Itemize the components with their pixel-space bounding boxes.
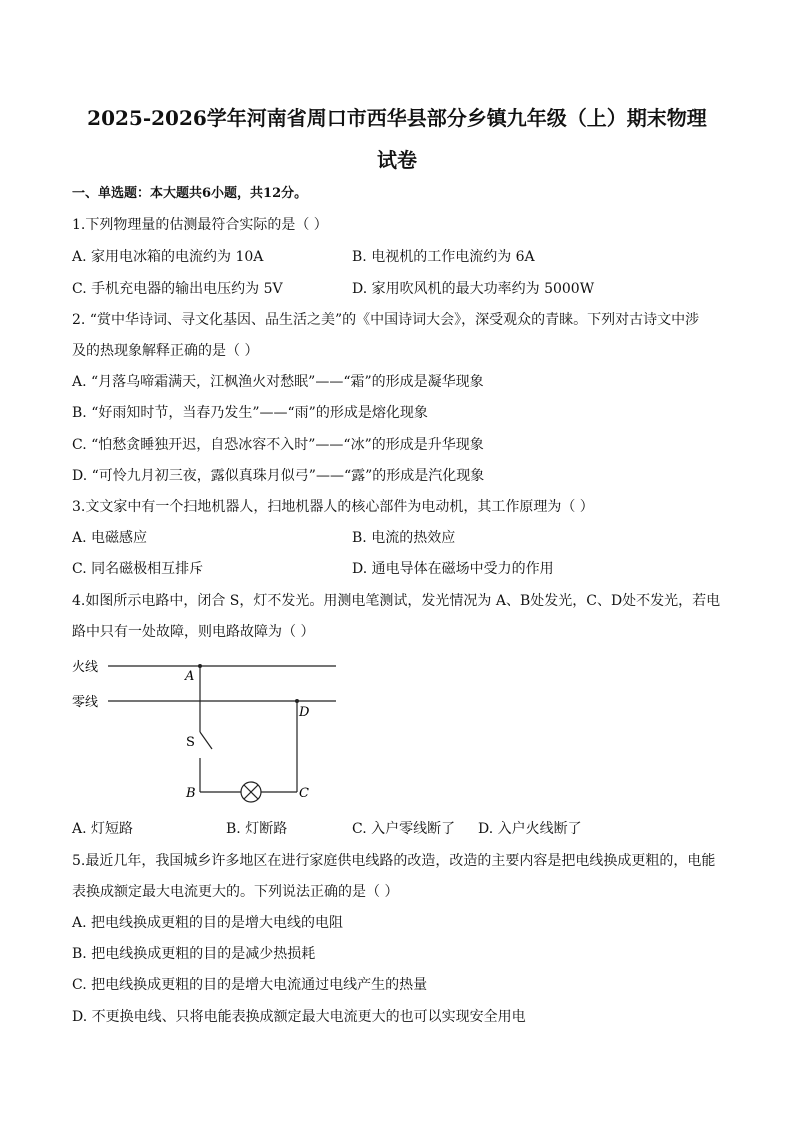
exam-title-line1: 2025-2026学年河南省周口市西华县部分乡镇九年级（上）期末物理 [87,106,707,130]
q2-option-c: C. “怕愁贪睡独开迟，自恐冰容不入时”——“冰”的形成是升华现象 [72,437,484,453]
point-c-label: C [299,786,309,801]
q4-stem-line1: 4.如图所示电路中，闭合 S，灯不发光。用测电笔测试，发光情况为 A、B处发光，C、D处不发光，若电 [72,593,721,609]
junction-d [295,699,299,703]
q3-option-c: C. 同名磁极相互排斥 [72,561,204,577]
q2-option-d: D. “可怜九月初三夜，露似真珠月似弓”——“露”的形成是汽化现象 [72,468,485,484]
q4-stem-line2: 路中只有一处故障，则电路故障为（ ） [72,624,315,640]
q4-option-c: C. 入户零线断了 [352,821,456,837]
circuit-diagram [60,650,360,810]
q1-option-c: C. 手机充电器的输出电压约为 5V [72,281,283,297]
q5-option-a: A. 把电线换成更粗的目的是增大电线的电阻 [72,915,344,931]
q4-option-a: A. 灯短路 [72,821,134,837]
q3-option-a: A. 电磁感应 [72,530,148,546]
q3-option-d: D. 通电导体在磁场中受力的作用 [352,561,554,577]
q3-option-b: B. 电流的热效应 [352,530,456,546]
switch-blade [200,732,212,749]
q1-option-a: A. 家用电冰箱的电流约为 10A [72,249,264,265]
q5-option-b: B. 把电线换成更粗的目的是减少热损耗 [72,946,316,962]
neutral-wire-label: 零线 [72,695,99,710]
q1-stem: 1.下列物理量的估测最符合实际的是（ ） [72,217,328,233]
q2-stem-line1: 2. “赏中华诗词、寻文化基因、品生活之美”的《中国诗词大会》，深受观众的青睐。下列对古诗文中涉 [72,312,700,328]
q2-option-a: A. “月落乌啼霜满天，江枫渔火对愁眠”——“霜”的形成是凝华现象 [72,374,484,390]
q5-stem-line2: 表换成额定最大电流更大的。下列说法正确的是（ ） [72,884,399,900]
section-heading: 一、单选题：本大题共6小题，共12分。 [72,186,308,201]
q5-stem-line1: 5.最近几年，我国城乡许多地区在进行家庭供电线路的改造，改造的主要内容是把电线换成更粗的，电能 [72,853,716,869]
junction-a [198,664,202,668]
q5-option-c: C. 把电线换成更粗的目的是增大电流通过电线产生的热量 [72,977,428,993]
q4-option-b: B. 灯断路 [226,821,288,837]
q1-option-d: D. 家用吹风机的最大功率约为 5000W [352,281,595,297]
q1-option-b: B. 电视机的工作电流约为 6A [352,249,535,265]
exam-title-line2: 试卷 [377,148,417,172]
q5-option-d: D. 不更换电线、只将电能表换成额定最大电流更大的也可以实现安全用电 [72,1009,526,1025]
point-a-label: A [185,669,195,684]
q2-option-b: B. “好雨知时节，当春乃发生”——“雨”的形成是熔化现象 [72,405,428,421]
q4-option-d: D. 入户火线断了 [478,821,582,837]
q2-stem-line2: 及的热现象解释正确的是（ ） [72,343,259,359]
point-d-label: D [299,705,310,720]
point-b-label: B [186,786,196,801]
switch-label: S [186,735,195,750]
q3-stem: 3.文文家中有一个扫地机器人，扫地机器人的核心部件为电动机，其工作原理为（ ） [72,499,594,515]
live-wire-label: 火线 [72,660,99,675]
